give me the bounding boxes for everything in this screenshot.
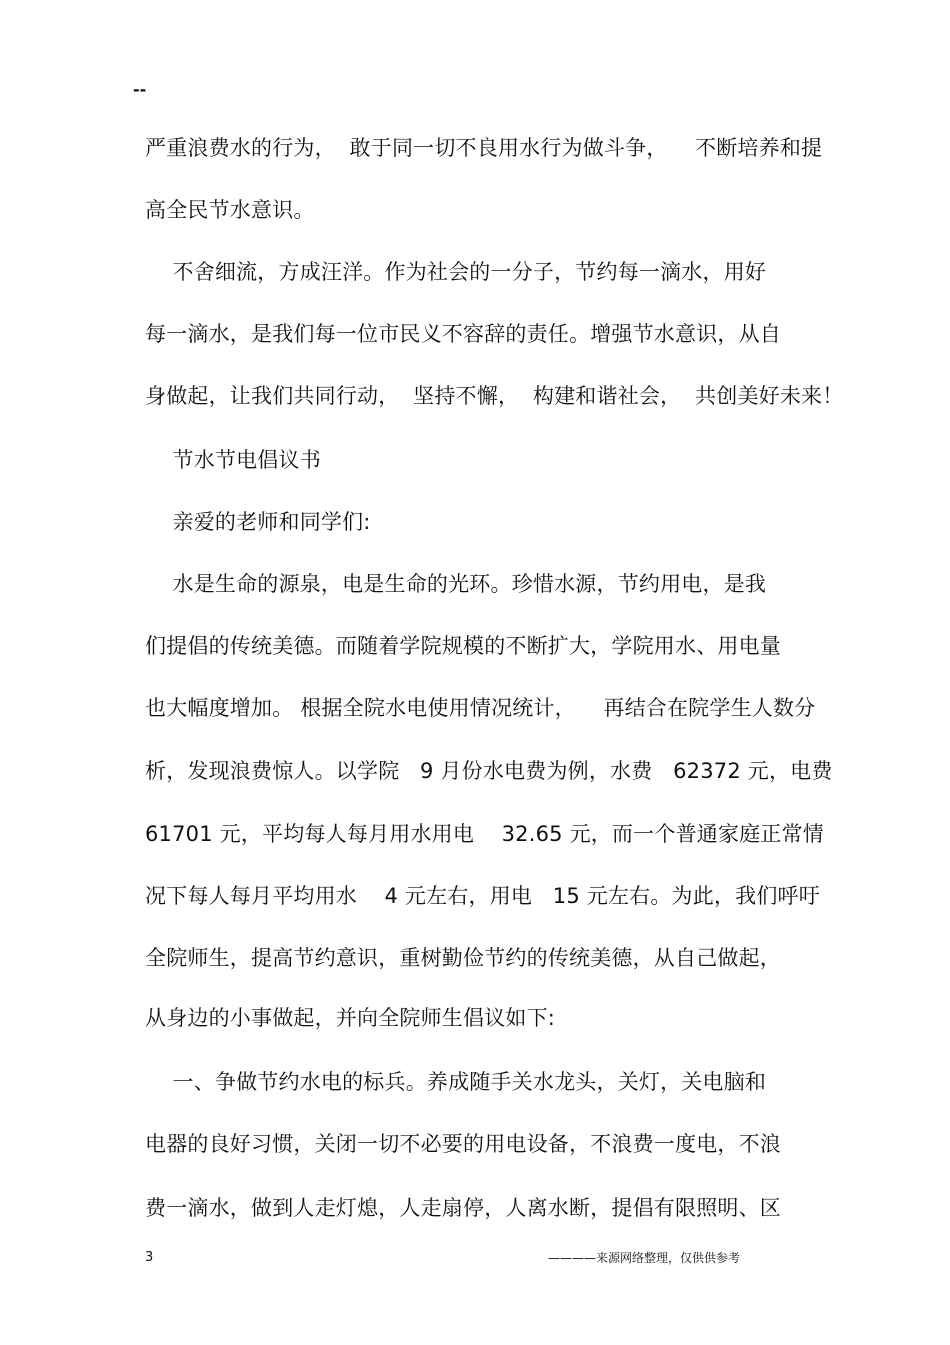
text-line-4: 每一滴水，是我们每一位市民义不容辞的责任。增强节水意识，从自: [145, 322, 781, 346]
text-line-3: 不舍细流，方成汪洋。作为社会的一分子，节约每一滴水，用好: [145, 260, 767, 284]
text-line-15: 从身边的小事做起，并向全院师生倡议如下:: [145, 1006, 556, 1030]
text-line-12: 61701 元，平均每人每月用水用电 32.65 元，而一个普通家庭正常情: [145, 822, 824, 846]
section-title: 节水节电倡议书: [145, 448, 321, 472]
text-line-8: 水是生命的源泉，电是生命的光环。珍惜水源，节约用电，是我: [145, 572, 767, 596]
header-mark: --: [133, 80, 147, 99]
text-line-18: 费一滴水，做到人走灯熄，人走扇停，人离水断，提倡有限照明、区: [145, 1196, 781, 1220]
text-line-14: 全院师生，提高节约意识，重树勤俭节约的传统美德，从自己做起，: [145, 946, 781, 970]
text-line-1: 严重浪费水的行为， 敢于同一切不良用水行为做斗争， 不断培养和提: [145, 136, 823, 160]
text-line-16: 一、争做节约水电的标兵。养成随手关水龙头，关灯，关电脑和: [145, 1070, 767, 1094]
text-line-11: 析，发现浪费惊人。以学院 9 月份水电费为例，水费 62372 元，电费: [145, 759, 833, 783]
text-line-2: 高全民节水意识。: [145, 198, 315, 222]
salutation: 亲爱的老师和同学们:: [145, 510, 371, 534]
text-line-9: 们提倡的传统美德。而随着学院规模的不断扩大，学院用水、用电量: [145, 634, 781, 658]
text-line-13: 况下每人每月平均用水 4 元左右，用电 15 元左右。为此，我们呼吁: [145, 884, 820, 908]
footer-note: ————来源网络整理，仅供供参考: [548, 1251, 741, 1265]
text-line-17: 电器的良好习惯，关闭一切不必要的用电设备，不浪费一度电，不浪: [145, 1132, 781, 1156]
text-line-5: 身做起，让我们共同行动， 坚持不懈， 构建和谐社会， 共创美好未来！: [145, 384, 844, 408]
text-line-10: 也大幅度增加。 根据全院水电使用情况统计， 再结合在院学生人数分: [145, 696, 816, 720]
page-number: 3: [145, 1250, 154, 1265]
